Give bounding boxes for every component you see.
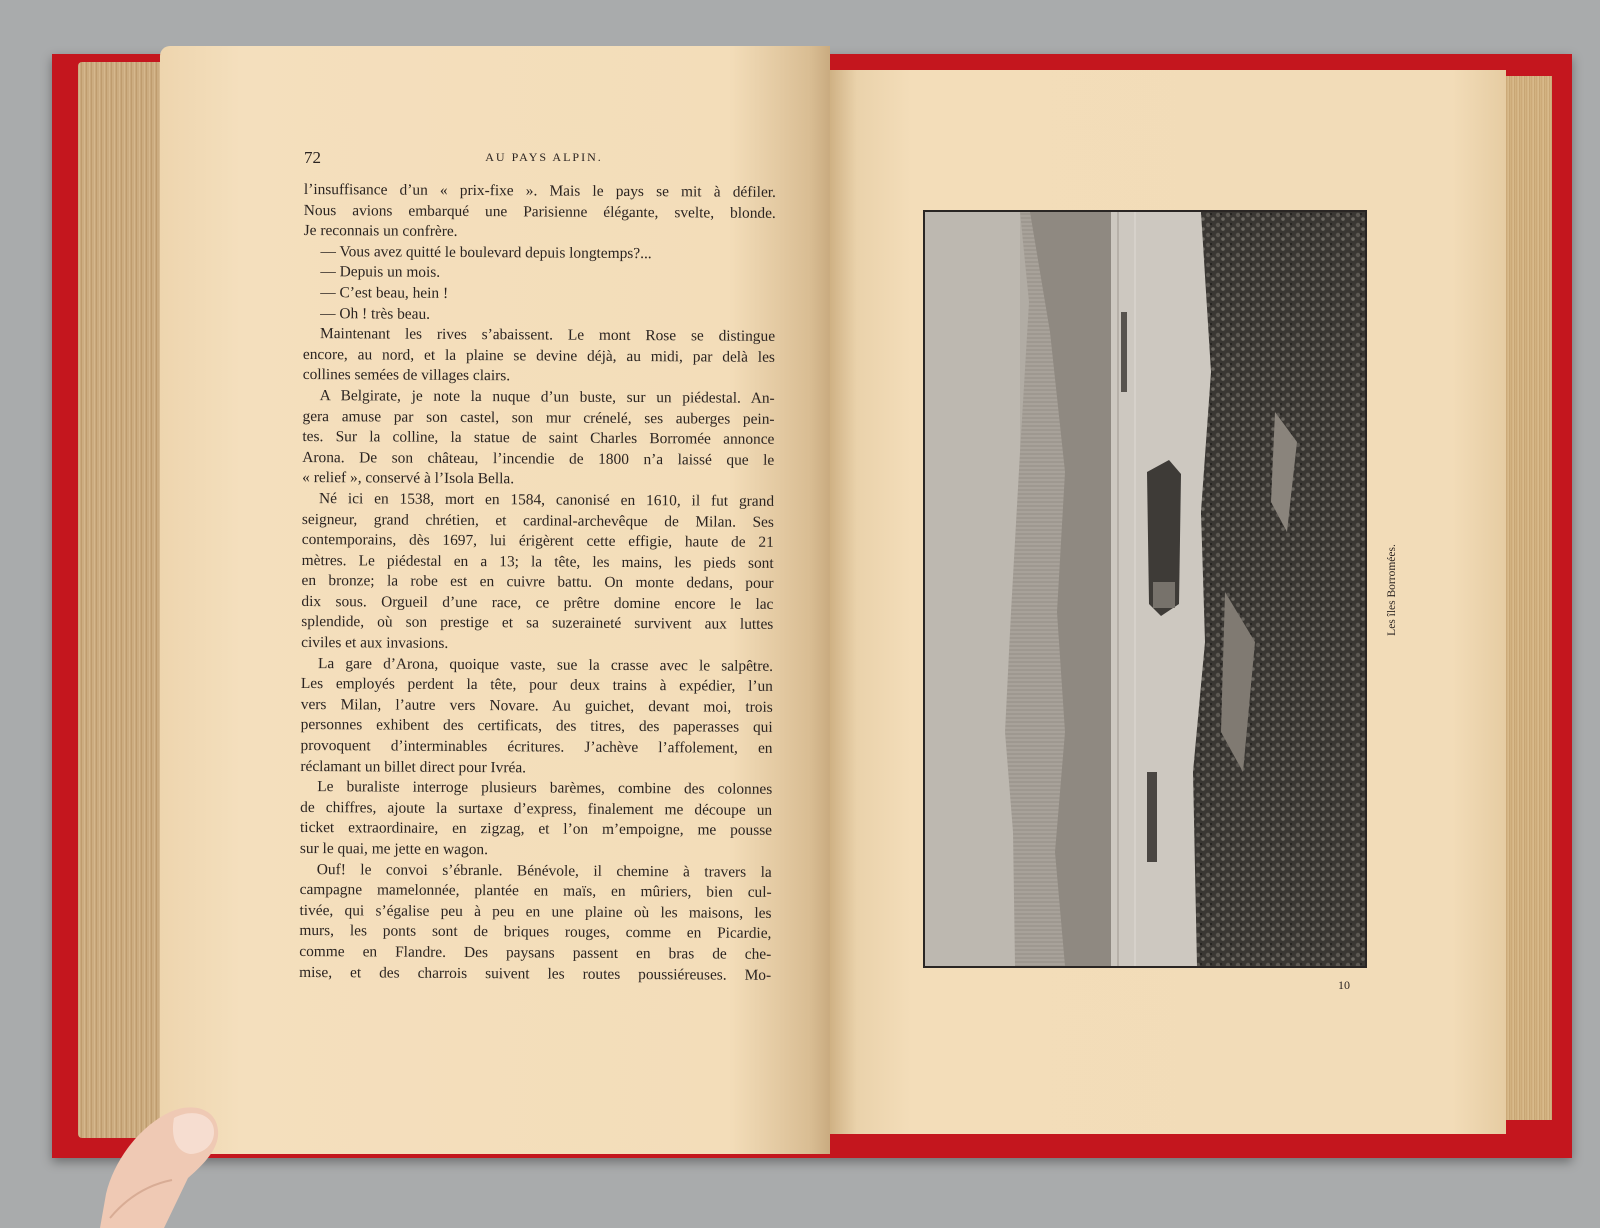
text-line: La gare d’Arona, quoique vaste, sue la crasse avec le salpêtre. [317, 654, 774, 675]
text-line: vers Milan, l’autre vers Novare. Au guichet, devant moi, trois [300, 695, 773, 716]
reader-thumb [100, 1098, 228, 1228]
running-head-title: AU PAYS ALPIN. [485, 150, 603, 164]
text-line: collines semées de villages clairs. [302, 366, 511, 385]
text-line: contemporains, dès 1697, lui érigèrent cette effigie, haute de 21 [301, 531, 774, 551]
text-line: murs, les ponts sont de briques rouges, comme en Picardie, [299, 922, 772, 943]
text-line: civiles et aux invasions. [301, 634, 449, 652]
text-line: personnes exhibent des certificats, des titres, des paperasses qui [300, 716, 773, 737]
text-line: campagne mamelonnée, plantée en maïs, en mûriers, bien cul- [299, 881, 772, 902]
text-line: Nous avions embarqué une Parisienne élégante, svelte, blonde. [303, 201, 776, 222]
text-line: réclamant un billet direct pour Ivréa. [300, 757, 527, 776]
text-line: tes. Sur la colline, la statue de saint Charles Borromée annonce [302, 428, 775, 449]
text-line: gera amuse par son castel, son mur crénelé, ses auberges pein- [302, 407, 775, 428]
text-line: de chiffres, ajoute la surtaxe d’express, finalement me découpe un [300, 798, 773, 819]
text-line: Né ici en 1538, mort en 1584, canonisé en 1610, il fut grand [319, 490, 775, 510]
body-text [299, 180, 776, 986]
text-line: — Vous avez quitté le boulevard depuis longtemps?... [320, 242, 652, 262]
text-line: Arona. De son château, l’incendie de 1800 n’a laissé que le [302, 448, 775, 469]
text-line: comme en Flandre. Des paysans passent en bras de che- [299, 942, 772, 963]
page-number-right: 10 [1338, 978, 1350, 992]
plate-caption-text: Les îles Borromées. [1386, 544, 1398, 636]
text-line: sur le quai, me jette en wagon. [299, 839, 489, 859]
text-line: Le buraliste interroge plusieurs barèmes, combine des colonnes [317, 778, 773, 799]
text-line: en bronze; la robe est en cuivre battu. On monte dedans, pour [301, 572, 774, 593]
text-line: — Oh ! très beau. [320, 304, 431, 323]
text-line: Je reconnais un confrère. [303, 222, 458, 241]
text-line: seigneur, grand chrétien, et cardinal-archevêque de Milan. Ses [301, 510, 774, 531]
text-line: A Belgirate, je note la nuque d’un buste, sur un piédestal. An- [319, 387, 775, 407]
lake-landscape-illustration [925, 212, 1365, 966]
text-line: mètres. Le piédestal en a 13; la tête, les mains, les pieds sont [301, 551, 774, 572]
page-number-left: 72 [304, 148, 321, 167]
text-line: Maintenant les rives s’abaissent. Le mont Rose se distingue [320, 325, 776, 346]
text-line: — C’est beau, hein ! [320, 284, 449, 302]
text-line: « relief », conservé à l’Isola Bella. [302, 469, 515, 488]
text-line: Les employés perdent la tête, pour deux trains à expédier, l’un [300, 675, 773, 696]
text-line: mise, et des charrois suivent les routes poussiéreuses. Mo- [299, 963, 772, 984]
text-line: splendide, où son prestige et sa suzeraineté survivent aux luttes [301, 613, 774, 634]
text-line: Ouf! le convoi s’ébranle. Bénévole, il chemine à travers la [316, 860, 772, 881]
illustration-plate [923, 210, 1367, 968]
text-line: dix sous. Orgueil d’une race, ce prêtre domine encore le lac [301, 592, 774, 613]
text-line: ticket extraordinaire, en zigzag, et l’on m’empoigne, me pousse [299, 819, 773, 840]
running-head [304, 148, 784, 172]
text-line: — Depuis un mois. [320, 263, 441, 282]
text-line: provoquent d’interminables écritures. J’achève l’affolement, en [300, 737, 773, 757]
text-line: l’insuffisance d’un « prix-fixe ». Mais le pays se mit à défiler. [303, 180, 776, 201]
page-edges-right [1500, 76, 1552, 1120]
text-line: tivée, qui s’égalise peu à peu en une plaine où les maisons, les [299, 901, 772, 922]
plate-caption [1382, 530, 1402, 650]
text-line: encore, au nord, et la plaine se devine déjà, au midi, par delà les [302, 345, 775, 366]
